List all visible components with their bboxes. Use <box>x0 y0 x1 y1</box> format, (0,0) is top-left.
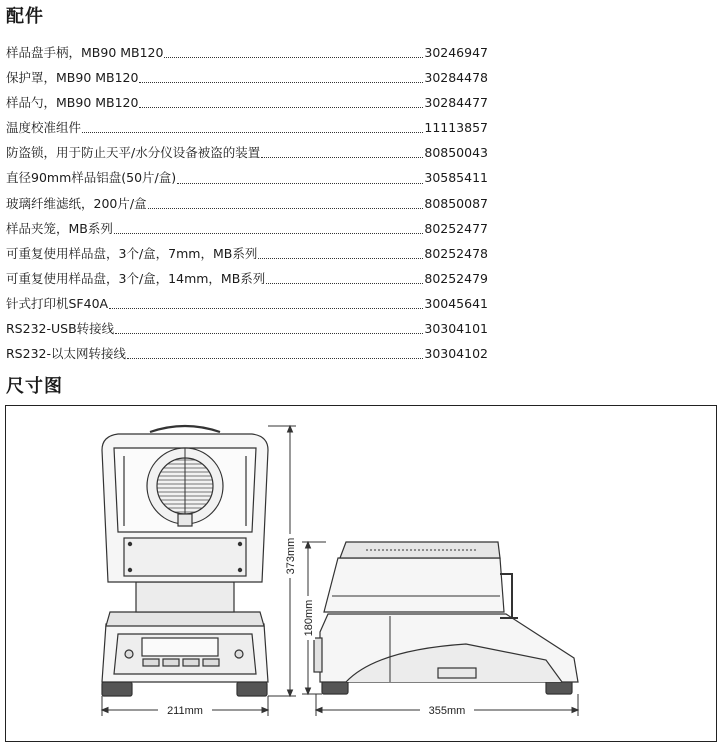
depth-label: 355mm <box>428 705 466 717</box>
list-item <box>6 65 488 90</box>
key <box>203 659 219 666</box>
accessories-list <box>6 40 488 366</box>
leader-dots <box>139 107 423 108</box>
part-number: 30585411 <box>424 170 488 186</box>
pan-holder <box>178 514 192 526</box>
list-item <box>6 266 488 291</box>
part-number: 30045641 <box>424 295 488 311</box>
list-item <box>6 165 488 190</box>
part-name: 样品勺，MB90 MB120 <box>6 95 139 111</box>
part-number: 30246947 <box>424 45 488 60</box>
foot-left <box>102 682 132 696</box>
list-item <box>6 115 488 140</box>
list-item <box>6 316 488 341</box>
screw <box>238 542 241 545</box>
list-item <box>6 241 488 266</box>
part-number: 80252479 <box>424 270 488 286</box>
part-name: 保护罩，MB90 MB120 <box>6 70 139 86</box>
part-number: 30284477 <box>424 95 488 111</box>
part-number: 30284478 <box>424 70 488 86</box>
list-item <box>6 291 488 316</box>
top-handle <box>150 426 220 432</box>
part-name: 可重复使用样品盘，3个/盒，7mm，MB系列 <box>6 245 258 261</box>
part-name: 样品盘手柄，MB90 MB120 <box>6 45 164 60</box>
part-name: 防盗锁，用于防止天平/水分仪设备被盗的装置 <box>6 145 261 161</box>
list-item <box>6 140 488 165</box>
housing-panel <box>124 538 246 576</box>
part-number: 80252477 <box>424 220 488 236</box>
list-item <box>6 40 488 65</box>
list-item <box>6 216 488 241</box>
screw <box>128 568 131 571</box>
screw <box>238 568 241 571</box>
side-view <box>314 542 578 694</box>
leader-dots <box>115 333 423 334</box>
display-screen <box>142 638 218 656</box>
key <box>183 659 199 666</box>
leader-dots <box>139 82 423 83</box>
power-button <box>235 650 243 658</box>
side-slot <box>438 668 476 678</box>
leader-dots <box>164 57 423 58</box>
part-number: 80850087 <box>424 195 488 211</box>
side-lid <box>324 558 504 612</box>
leader-dots <box>177 183 423 184</box>
leader-dots <box>148 208 424 209</box>
side-height-label: 180mm <box>303 599 315 637</box>
dimension-drawing-svg <box>6 406 715 740</box>
leader-dots <box>114 233 424 234</box>
leader-dots <box>258 258 423 259</box>
part-name: RS232-USB转接线 <box>6 321 115 337</box>
part-number: 30304102 <box>424 346 488 362</box>
width-label: 211mm <box>167 705 203 717</box>
part-name: 玻璃纤维滤纸，200片/盒 <box>6 195 147 211</box>
part-name: 温度校准组件 <box>6 120 82 136</box>
part-number: 30304101 <box>424 321 488 337</box>
dimension-drawing <box>5 405 717 742</box>
part-name: 样品夹笼，MB系列 <box>6 220 113 236</box>
part-number: 80252478 <box>424 245 488 261</box>
front-view <box>102 426 268 696</box>
key <box>163 659 179 666</box>
part-name: 针式打印机SF40A <box>6 295 109 311</box>
side-front-panel <box>314 638 322 672</box>
accessories-title: 配件 <box>6 6 44 27</box>
part-name: 直径90mm样品铝盘(50片/盒) <box>6 170 177 186</box>
screw <box>128 542 131 545</box>
list-item <box>6 191 488 216</box>
key <box>143 659 159 666</box>
part-number: 80850043 <box>424 145 488 161</box>
leader-dots <box>127 358 423 359</box>
base-ledge <box>106 612 264 626</box>
foot-right <box>237 682 267 696</box>
height-label: 373mm <box>285 537 297 575</box>
leader-dots <box>109 308 423 309</box>
part-name: RS232-以太网转接线 <box>6 346 126 362</box>
column-neck <box>136 582 234 612</box>
part-number: 11113857 <box>424 120 488 136</box>
leader-dots <box>261 157 423 158</box>
power-button <box>125 650 133 658</box>
part-name: 可重复使用样品盘，3个/盒，14mm，MB系列 <box>6 270 266 286</box>
list-item <box>6 90 488 115</box>
list-item <box>6 341 488 366</box>
leader-dots <box>82 132 423 133</box>
dimensions-title: 尺寸图 <box>6 376 63 397</box>
leader-dots <box>266 283 423 284</box>
